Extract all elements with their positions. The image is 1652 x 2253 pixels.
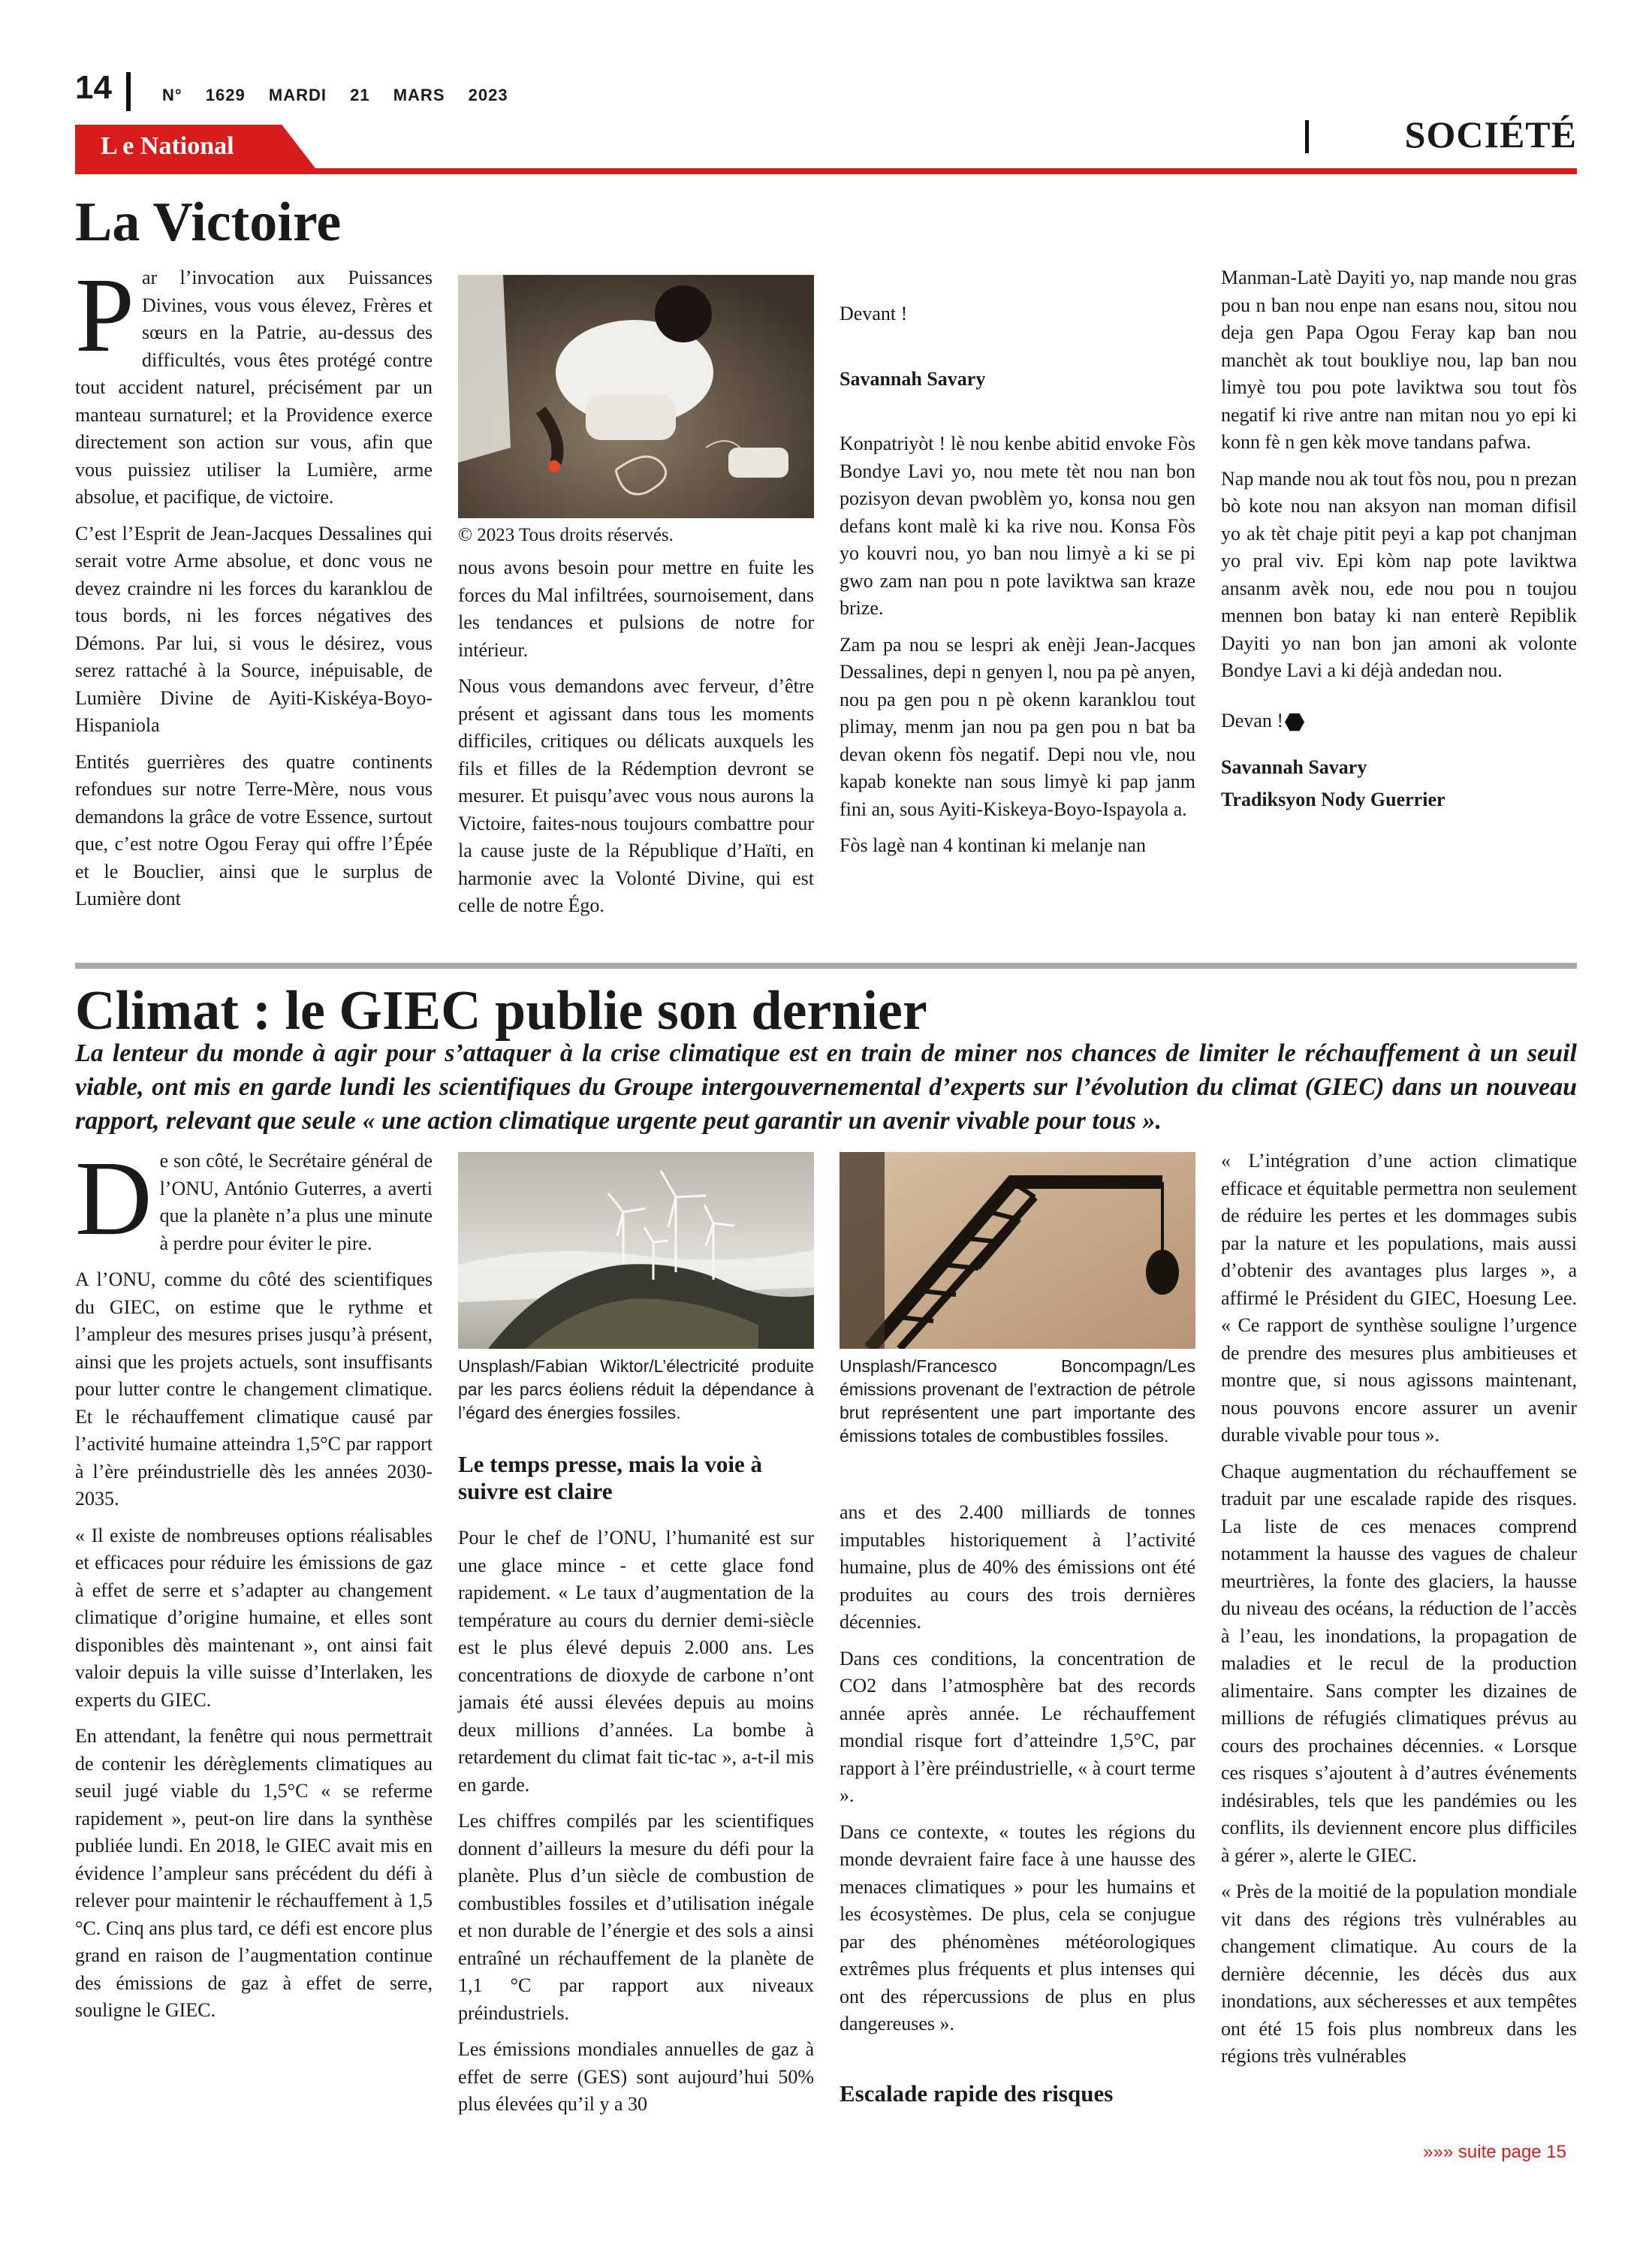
article1-col4 (1221, 264, 1577, 822)
wind-farm-image (458, 1152, 814, 1349)
ritual-photo-image (458, 275, 814, 518)
oil-extraction-caption: Unsplash/Francesco Boncompagn/Les émissions provenant de l’extraction de pétrole brut représentent une part importante des émissions totales de combustibles fossiles. (840, 1356, 1195, 1446)
article2-title: Climat : le GIEC publie son dernier (75, 980, 927, 1042)
article1-paragraph: Entités guerrières des quatre continents refondues sur notre Terre-Mère, nous vous demandons la grâce de votre Essence, surtout que, c’est notre Ogou Feray qui offre l’Épée et le Bouclier, ainsi que le surplus de Lumière dont (75, 750, 433, 909)
date-day: MARDI (268, 86, 327, 104)
article1-paragraph: Fòs lagè nan 4 kontinan ki melanje nan (840, 834, 1146, 856)
article2-paragraph: Pour le chef de l’ONU, l’humanité est sur une glace mince - et cette glace fond rapidement. « Le taux d’augmentation de la température au cours du dernier demi-siècle est le plus élevé depuis 2.000 ans. Les concentrations de dioxyde de carbone n’ont jamais été aussi élevées depuis au moins deux millions d’années. La bombe à retardement du climat fait tic-tac », a-t-il mis en garde. (458, 1527, 814, 1796)
paragraph-text: ar l’invocation aux Puissances Divines, vous vous élevez, Frères et sœurs en la Patrie, au-dessus des difficultés, vous êtes protégé contre tout accident naturel, précisément par un manteau surnaturel; et la Providence exerce directement son action sur vous, afin que vous puissiez utiliser la Lumière, arme absolue, et pacifique, de victoire. (75, 267, 433, 508)
article1-paragraph: C’est l’Esprit de Jean-Jacques Dessalines qui serait votre Arme absolue, et donc vous ne devez craindre ni les forces du karanklou de tous bords, ni les forces négatives des Démons. Par lui, si vous le désirez, vous serez rattaché à la Source, inépuisable, de Lumière Divine de Ayiti-Kiskéya-Boyo-Hispaniola (75, 522, 433, 736)
continued-link[interactable]: »»» suite page 15 (1423, 2142, 1566, 2162)
page-number: 14 (75, 69, 112, 106)
article1-paragraph: Zam pa nou se lespri ak enèji Jean-Jacques Dessalines, depi n genyen l, nou pa pè anyen, nou pa gen pou n pè okenn karanklou tout plimay, menm jan nou pa gen pou n bat ba devan okenn fòs negatif. Depi nou vle, nou kapab konekte nan sous limyè ki pap janm fini an, sous Ayiti-Kiskeya-Boyo-Ispayola a. (840, 633, 1195, 820)
article1-paragraph: Konpatriyòt ! lè nou kenbe abitid envoke Fòs Bondye Lavi yo, nou mete tèt nou nan bon pozisyon devan pwoblèm yo, konsa nou gen defans kont malè ki ka rive nou. Konsa Fòs yo kouvri nou, yo ban nou limyè a ki se pi gwo zam nan pou n pote laviktwa san kraze brize. (840, 433, 1195, 619)
ritual-photo-caption: © 2023 Tous droits réservés. (458, 525, 674, 545)
article2-paragraph: Dans ces conditions, la concentration de CO2 dans l’atmosphère bat des records année après année. Le réchauffement mondial risque fort d’atteindre 1,5°C, par rapport à l’ère préindustrielle, « à court terme ». (840, 1647, 1195, 1806)
author-name: Savannah Savary (840, 367, 986, 390)
oil-extraction-photo (840, 1152, 1195, 1349)
issue-date-line (162, 86, 508, 105)
date-year: 2023 (468, 86, 508, 104)
article2-subhead-1: Le temps presse, mais la voie à suivre est claire (458, 1451, 762, 1504)
article1-paragraph: Manman-Latè Dayiti yo, nap mande nou gras pou n ban nou enpe nan esans nou, sitou nou deja gen Papa Ogou Feray kap ban nou manchèt ak tout boukliye nou, lap ban nou limyè tou pou pote laviktwa sou tout fòs negatif ki rive antre nan mitan nou yo epi ki konn fè n gen kèk move tandans pafwa. (1221, 267, 1577, 453)
article2-dropcap: D (75, 1139, 152, 1257)
wind-farm-photo (458, 1152, 814, 1349)
devant-line: Devant ! (840, 303, 908, 324)
hexagon-icon (1285, 713, 1304, 732)
article2-paragraph: En attendant, la fenêtre qui nous permettrait de contenir les dérèglements climatiques au seuil jugé viable du 1,5°C « se referme rapidement », peut-on lire dans la synthèse publiée lundi. En 2018, le GIEC avait mis en évidence l’ampleur sans précédent du défi à relever pour maintenir le réchauffement à 1,5 °C. Cinq ans plus tard, ce défi est encore plus grand en raison de l’augmentation continue des émissions de gaz à effet de serre, souligne le GIEC. (75, 1725, 433, 2021)
date-number: 21 (350, 86, 370, 104)
devan-text: Devan ! (1221, 709, 1284, 731)
article1-title: La Victoire (75, 192, 342, 253)
ritual-photo (458, 275, 814, 518)
article2-paragraph: Les émissions mondiales annuelles de gaz à effet de serre (GES) sont aujourd’hui 50% plus élevées qu’il y a 30 (458, 2038, 814, 2115)
date-month: MARS (393, 86, 445, 104)
article2-paragraph: « Il existe de nombreuses options réalisables et efficaces pour réduire les émissions de gaz à effet de serre et s’adapter au changement climatique d’origine humaine, et elles sont disponibles dès maintenant », ont ainsi fait valoir depuis la ville suisse d’Interlaken, les experts du GIEC. (75, 1524, 433, 1711)
wind-farm-caption: Unsplash/Fabian Wiktor/L’électricité produite par les parcs éoliens réduit la dépendance à l’égard des énergies fossiles. (458, 1356, 814, 1422)
translator-name: Tradiksyon Nody Guerrier (1221, 788, 1446, 810)
article2-lede: La lenteur du monde à agir pour s’attaquer à la crise climatique est en train de miner nos chances de limiter le réchauffement à un seuil viable, ont mis en garde lundi les scientifiques du Groupe intergouvernemental d’experts sur l’évolution du climat (GIEC) dans un nouveau rapport, relevant que seule « une action climatique urgente peut garantir un avenir vivable pour tous ». (75, 1039, 1577, 1135)
article2-col3 (840, 1499, 1195, 2047)
section-divider (1305, 120, 1309, 153)
article1-paragraph: Nap mande nou ak tout fòs nou, pou n prezan bò kote nou nan aksyon nan moman difisil yo ak tèt chaje pitit peyi a kap pot chanjman yo pral viv. Epi kòm nap pote laviktwa ansanm avèk nou, ede nou pou n toujou mennen bon batay ki nan enterè Repiblik Dayiti yo nan bon jan amoni ak volonte Bondye Lavi a ki déjà andedan nou. (1221, 467, 1577, 681)
article2-paragraph: « Près de la moitié de la population mondiale vit dans des régions très vulnérables au changement climatique. Au cours de la dernière décennie, les décès dus aux inondations, aux sécheresses et aux tempêtes ont été 15 fois plus nombreux dans les régions très vulnérables (1221, 1881, 1577, 2067)
devan-line (1221, 707, 1577, 735)
header-rule (75, 168, 1577, 174)
article2-paragraph: A l’ONU, comme du côté des scientifiques du GIEC, on estime que le rythme et l’ampleur des mesures prises jusqu’à présent, ainsi que les projets actuels, sont insuffisants pour lutter contre le changement climatique. Et le réchauffement climatique causé par l’activité humaine atteindra 1,5°C par rapport à l’ère préindustrielle dès les années 2030-2035. (75, 1268, 433, 1510)
article2-paragraph (75, 1139, 433, 1257)
article1-dropcap: P (75, 255, 134, 374)
author-name: Savannah Savary (1221, 756, 1367, 778)
article1-paragraph (75, 255, 433, 511)
article2-col4 (1221, 1148, 1577, 2080)
section-name: SOCIÉTÉ (1404, 113, 1577, 155)
article1-col1 (75, 255, 433, 922)
article1-col3 (840, 300, 1195, 869)
header-divider (126, 72, 131, 111)
paragraph-text: e son côté, le Secrétaire général de l’ONU, António Guterres, a averti que la planète n’a plus une minute à perdre pour éviter le pire. (159, 1150, 433, 1254)
article2-paragraph: Les chiffres compilés par les scientifiques donnent d’ailleurs la mesure du défi pour la planète. Plus d’un siècle de combustion de combustibles fossiles et d’utilisation inégale et non durable de l’énergie et des sols a ainsi entraîné un réchauffement de la planète de 1,1 °C par rapport aux niveaux préindustriels. (458, 1810, 814, 2024)
article2-col2 (458, 1525, 814, 2128)
article2-paragraph: ans et des 2.400 milliards de tonnes imputables historiquement à l’activité humaine, plus de 40% des émissions ont été produites au cours des trois dernières décennies. (840, 1501, 1195, 1633)
brand-name: L e National (101, 132, 234, 160)
article2-col1 (75, 1139, 433, 2034)
article1-col2 (458, 554, 814, 929)
article1-paragraph: nous avons besoin pour mettre en fuite les forces du Mal infiltrées, sournoisement, dans les tendances et pulsions de notre for intérieur. (458, 556, 814, 661)
article-divider (75, 963, 1577, 969)
issue-number: N° 1629 (162, 86, 246, 104)
article2-paragraph: Chaque augmentation du réchauffement se traduit par une escalade rapide des risques. La liste de ces menaces comprend notamment la hausse des vagues de chaleur meurtrières, la fonte des glaciers, la hausse du niveau des océans, la réduction de l’accès à l’eau, les inondations, la propagation de maladies et le recul de la production alimentaire. Sans compter les dizaines de millions de réfugiés climatiques prévus au cours des prochaines décennies. « Lorsque ces risques s’ajoutent à d’autres événements indésirables, tels que les pandémies ou les conflits, ils deviennent encore plus difficiles à gérer », alerte le GIEC. (1221, 1460, 1577, 1866)
article1-paragraph: Nous vous demandons avec ferveur, d’être présent et agissant dans tous les moments difficiles, critiques ou délicats auxquels les fils et filles de la Rédemption devront se mesurer. Et puisqu’avec vous nous aurons la Victoire, faites-nous toujours combattre pour la cause juste de la République d’Haïti, en harmonie avec la Volonté Divine, qui est celle de notre Égo. (458, 675, 814, 916)
article2-paragraph: « L’intégration d’une action climatique efficace et équitable permettra non seulement de réduire les pertes et les dommages subis par la nature et les populations, mais aussi d’obtenir des avantages plus larges », a affirmé le Président du GIEC, Hoesung Lee. « Ce rapport de synthèse souligne l’urgence de prendre des mesures plus ambitieuses et montre que, si nous agissons maintenant, nous pouvons encore assurer un avenir durable vivable pour tous ». (1221, 1150, 1577, 1446)
oil-extraction-image (840, 1152, 1195, 1349)
article2-subhead-2: Escalade rapide des risques (840, 2080, 1114, 2107)
article2-paragraph: Dans ce contexte, « toutes les régions du monde devraient faire face à une hausse des menaces climatiques » pour les humains et les écosystèmes. De plus, cela se conjugue par des phénomènes météorologiques extrêmes plus fréquents et plus intenses qui ont des répercussions de plus en plus dangereuses ». (840, 1820, 1195, 2034)
